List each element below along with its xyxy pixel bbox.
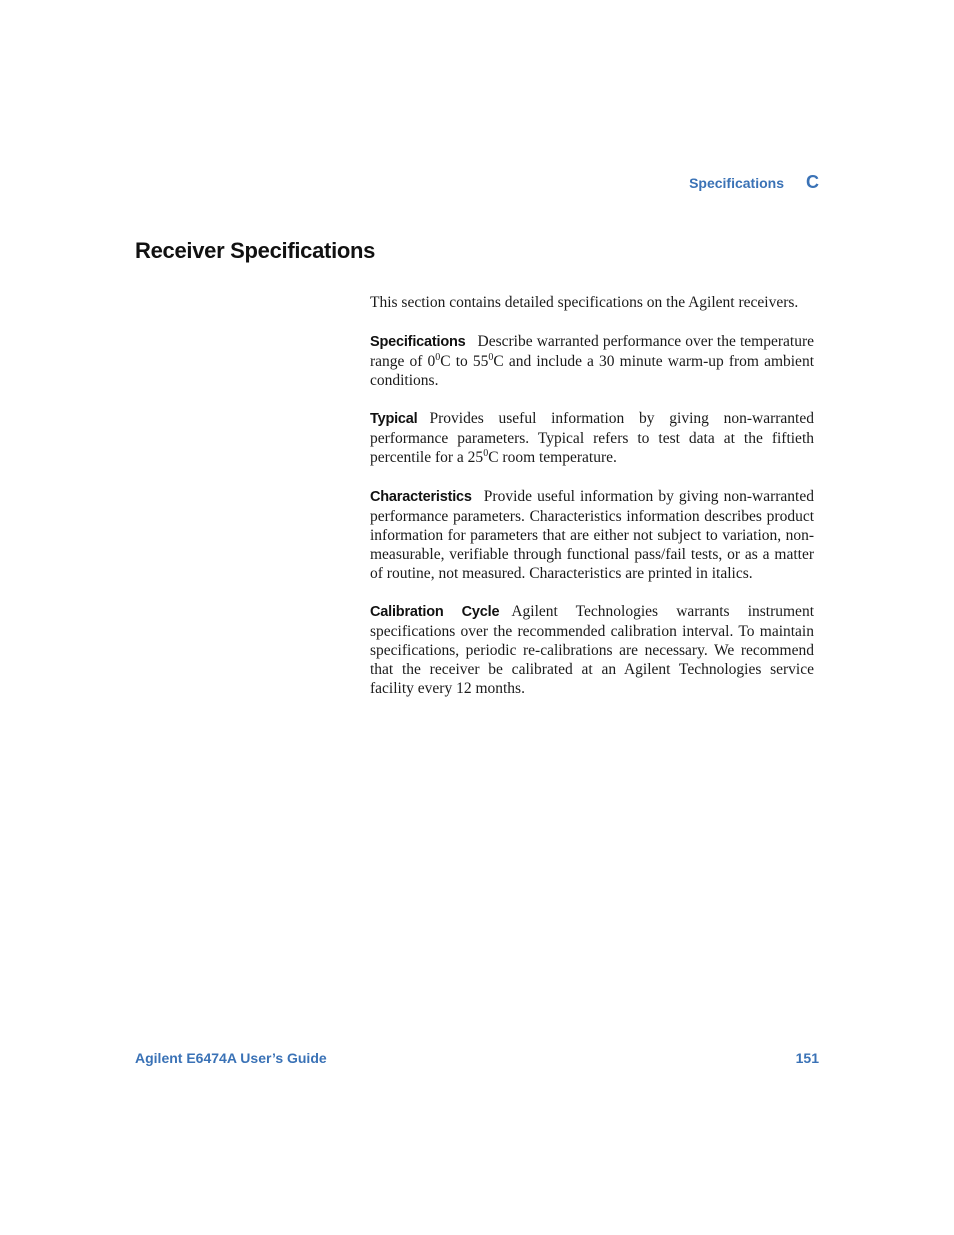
- term-calibration-cycle: Calibration Cycle: [370, 604, 500, 620]
- specifications-sup-2: 0: [488, 351, 494, 363]
- typical-text-1: Provides useful information by giving non-warranted performance parameters. Typical refers to test data at the fiftieth percentile for a 25: [370, 410, 814, 466]
- chapter-letter: C: [806, 172, 819, 192]
- specifications-text-3: C and include a 30 minute warm-up from ambient conditions.: [370, 352, 814, 389]
- specifications-sup-1: 0: [435, 351, 441, 363]
- typical-text-2: C room temperature.: [488, 449, 617, 466]
- footer-guide-title: Agilent E6474A User’s Guide: [135, 1050, 327, 1066]
- definition-characteristics: [370, 487, 814, 583]
- typical-sup-1: 0: [483, 448, 489, 459]
- calibration-cycle-text: Agilent Technologies warrants instrument specifications over the recommended calibration interval. To maintain specifications, periodic re-calibrations are necessary. We recommend that the receiver be calibrated at an Agilent Technologies service facility every 12 months.: [370, 603, 814, 697]
- term-typical: Typical: [370, 411, 418, 427]
- term-specifications: Specifications: [370, 333, 466, 350]
- specifications-text-1: Describe warranted performance over the temperature range of 0: [370, 332, 814, 370]
- page-number: 151: [795, 1050, 819, 1066]
- definition-calibration-cycle: [370, 602, 814, 698]
- specifications-text-2: C to 55: [440, 352, 489, 370]
- definition-typical: [370, 409, 814, 467]
- body-column: [370, 293, 814, 718]
- characteristics-text: Provide useful information by giving non-warranted performance parameters. Characteristics information describes product information for parameters that are either not subject to variation, non-measurable, verifiable through functional pass/fail tests, or as a matter of routine, not measured. Characteristics are printed in italics.: [370, 487, 814, 582]
- term-characteristics: Characteristics: [370, 488, 472, 505]
- running-header-section: Specifications: [689, 175, 784, 191]
- definition-specifications: [370, 332, 814, 390]
- page-footer: [135, 1050, 819, 1066]
- running-header: [689, 172, 819, 193]
- section-title: Receiver Specifications: [135, 238, 376, 263]
- intro-paragraph: This section contains detailed specifications on the Agilent receivers.: [370, 294, 799, 311]
